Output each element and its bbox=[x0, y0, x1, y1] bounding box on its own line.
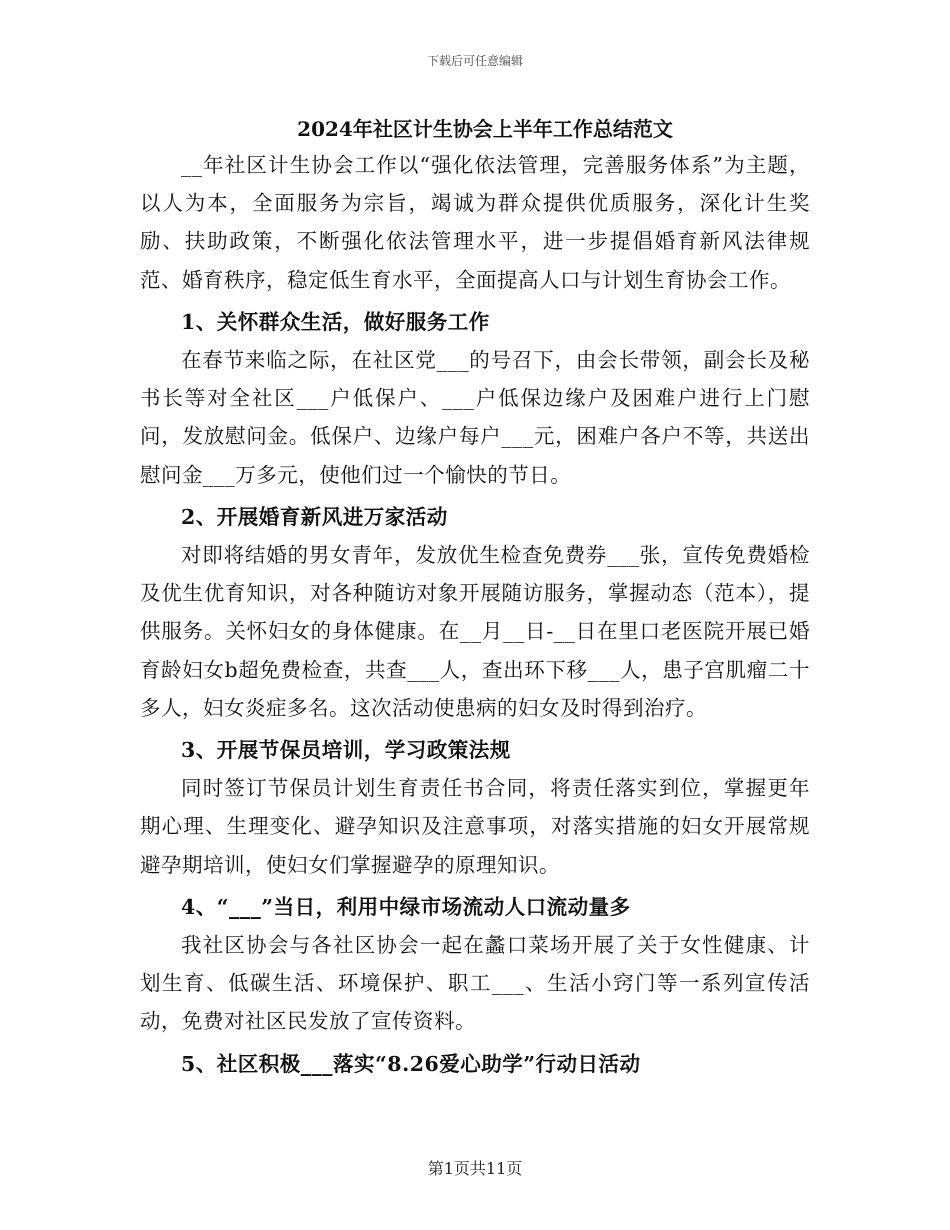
page-header-note: 下载后可任意编辑 bbox=[426, 54, 523, 68]
section-heading-2: 2、开展婚育新风进万家活动 bbox=[181, 504, 448, 529]
section-body-2: 对即将结婚的男女青年，发放优生检查免费券___张，宣传免费婚检及优生优育知识，对各种随访对象开展随访服务，掌握动态（范本），提供服务。关怀妇女的身体健康。在__月__日-__日在里口老医院开展已婚育龄妇女b超免费检查，共查___人，查出环下移___人，患子宫肌瘤二十多人，妇女炎症多名。这次活动使患病的妇女及时得到治疗。 bbox=[140, 543, 810, 720]
document-title: 2024年社区计生协会上半年工作总结范文 bbox=[297, 117, 673, 141]
document-body bbox=[140, 112, 810, 1083]
section-heading-1: 1、关怀群众生活，做好服务工作 bbox=[181, 309, 490, 334]
section-body-3: 同时签订节保员计划生育责任书合同，将责任落实到位，掌握更年期心理、生理变化、避孕知识及注意事项，对落实措施的妇女开展常规避孕期培训，使妇女们掌握避孕的原理知识。 bbox=[140, 776, 810, 877]
section-heading-5: 5、社区积极___落实“8.26爱心助学”行动日活动 bbox=[181, 1051, 641, 1076]
intro-paragraph: __年社区计生协会工作以“强化依法管理，完善服务体系”为主题，以人为本，全面服务为宗旨，竭诚为群众提供优质服务，深化计生奖励、扶助政策，不断强化依法管理水平，进一步提倡婚育新风法律规范、婚育秩序，稳定低生育水平，全面提高人口与计划生育协会工作。 bbox=[140, 153, 810, 292]
page-number: 第1页共11页 bbox=[427, 1159, 523, 1178]
section-body-1: 在春节来临之际，在社区党___的号召下，由会长带领，副会长及秘书长等对全社区___户低保户、___户低保边缘户及困难户进行上门慰问，发放慰问金。低保户、边缘户每户___元，困难户各户不等，共送出慰问金___万多元，使他们过一个愉快的节日。 bbox=[140, 348, 810, 487]
section-heading-4: 4、“___”当日，利用中绿市场流动人口流动量多 bbox=[181, 894, 631, 919]
section-body-4: 我社区协会与各社区协会一起在蠡口菜场开展了关于女性健康、计划生育、低碳生活、环境保护、职工___、生活小窍门等一系列宣传活动，免费对社区民发放了宣传资料。 bbox=[140, 933, 810, 1034]
section-heading-3: 3、开展节保员培训，学习政策法规 bbox=[181, 738, 511, 763]
